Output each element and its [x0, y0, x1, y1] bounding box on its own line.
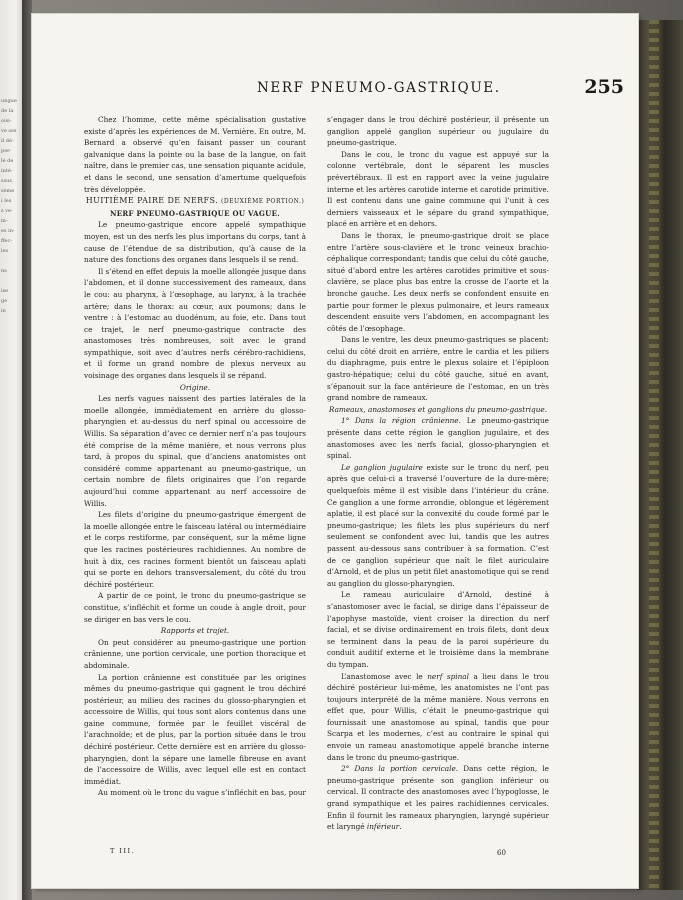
right-column: [327, 114, 549, 833]
facing-page-fragment: lé de: [1, 158, 14, 164]
book-gutter: [22, 0, 32, 900]
facing-page-fragment: per-: [1, 148, 12, 154]
paragraph: La portion crânienne est constituée par les origines mêmes du pneumo-gastrique qui gagnent le trou déchiré postérieur, au milieu des racines du glosso-pharyngien et accessoire de Willis, qui tous sont alors contenus dans une gaine commune, formée par le feuillet viscéral de l’arachnoïde; et de plus, par la portion située dans le trou déchiré postérieur. Cette dernière est en arrière du glosso-pharyngien, dont la sépare une lamelle fibreuse en avant de l’accessoire de Willis, avec lequel elle est en contact immédiat.: [84, 672, 306, 786]
paragraph: Au moment où le tronc du vague s’infléchit en bas, pour: [98, 788, 306, 798]
facing-page-fragment: ve ses: [1, 128, 17, 134]
facing-page-fragment: in: [1, 308, 6, 314]
facing-page-fragment: [1, 256, 17, 266]
paragraph: Il s’étend en effet depuis la moelle allongée jusque dans l’abdomen, et il donne successivement des rameaux, dans le cou: au pharynx, à l’œsophage, au larynx, à la trachée artère; dans le thorax: au cœur, aux poumons; dans le ventre : à l’estomac au duodénum, au foie, etc. Dans tout ce trajet, le nerf pneumo-gastrique contracte des anastomoses très nombreuses, soit avec le grand sympathique, soit avec d’autres nerfs cérébro-rachidiens, et il forme un grand nombre de plexus nerveux au voisinage des organes dans lesquels il se répand.: [84, 266, 306, 381]
facing-page-fragment: ssus: [1, 178, 12, 184]
left-column: [84, 114, 306, 799]
facing-page-fragment: m-: [1, 218, 8, 224]
paragraph-lead: 1° Dans la région crânienne.: [341, 416, 461, 426]
page-header: [92, 76, 624, 106]
facing-page-fragment: ge: [1, 298, 8, 304]
paragraph: Les nerfs vagues naissent des parties latérales de la moelle allongée, immédiatement en arrière du glosso-pharyngien et au-dessus du nerf spinal ou accessoire de Willis. Sa séparation d’avec ce dernier nerf n’a pas toujours été comprise de la même manière, et nous verrons plus tard, à propos du spinal, que d’anciens anatomistes ont considéré comme appartenant au pneumo-gastrique, un certain nombre de filets originaires que l’on regarde aujourd’hui comme appartenant au nerf accessoire de Willis.: [84, 394, 306, 508]
paragraph-emphasis: nerf spinal: [427, 671, 469, 681]
facing-page-fragment: de la: [1, 108, 14, 114]
page-number: 255: [584, 76, 624, 98]
subsection-heading-branches: Rameaux, anastomoses et ganglions du pneumo-gastrique.: [328, 404, 548, 414]
paragraph: [327, 671, 549, 764]
paragraph: A partir de ce point, le tronc du pneumo-gastrique se constitue, s’infléchit et forme un coude à angle droit, pour se diriger en bas vers le cou.: [84, 591, 306, 624]
paragraph: Dans le thorax, le pneumo-gastrique droit se place entre l’artère sous-clavière et le tronc veineux brachio-céphalique correspondant; tandis que celui du côté gauche, situé d’abord entre les artères carotides primitive et sous-clavière, se place plus bas entre la crosse de l’aorte et la bronche gauche. Les deux nerfs se confondent ensuite en partie pour former le plexus pulmonaire, et leurs rameaux descendent ensuite vers l’abdomen, en accompagnant les côtés de l’œsophage.: [327, 230, 549, 333]
paragraph-emphasis: inférieur: [366, 822, 400, 832]
facing-page-fragment: inté-: [1, 168, 13, 174]
book-spine-edge: [637, 20, 683, 890]
facing-page-fragment: es in-: [1, 228, 15, 234]
subsection-heading-relations: Rapports et trajet.: [160, 626, 230, 636]
paragraph-lead: 2° Dans la portion cervicale.: [341, 764, 459, 774]
paragraph: [327, 415, 549, 461]
facing-page-fragment: s ve-: [1, 208, 13, 214]
facing-page-fragment: les: [1, 248, 9, 254]
paragraph-body: Dans cette région, le pneumo-gastrique présente son ganglion inférieur ou cervical. Il contracte des anastomoses avec l’hypoglosse, le grand sympathique et les paires rachidiennes cervicales. Enfin il fournit les rameaux pharyngien, laryngé supérieur et laryngé: [327, 764, 549, 832]
running-title: NERF PNEUMO-GASTRIQUE.: [257, 80, 501, 96]
section-title-main: HUITIÈME PAIRE DE NERFS.: [85, 196, 219, 206]
subsection-heading-origin: Origine.: [179, 382, 211, 392]
facing-page-fragment: ise: [1, 288, 9, 294]
paragraph: Dans le ventre, les deux pneumo-gastriques se placent: celui du côté droit en arrière, entre le cardia et les piliers du diaphragme, puis entre le plexus solaire et l’épiploon gastro-hépatique; celui du côté gauche, situé en avant, s’épanouit sur la face antérieure de l’estomac, en un très grand nombre de rameaux.: [327, 335, 549, 403]
paragraph: Le pneumo-gastrique encore appelé sympathique moyen, est un des nerfs les plus importans du corps, tant à cause de l’étendue de sa distribution, qu’à cause de la nature des fonctions des organes dans lesquels il se rend.: [84, 220, 306, 265]
paragraph: s’engager dans le trou déchiré postérieur, il présente un ganglion appelé ganglion supérieur ou jugulaire du pneumo-gastrique.: [327, 115, 549, 148]
volume-marker: T III.: [110, 847, 136, 855]
facing-page-fragment: sème: [1, 188, 15, 194]
facing-page-text-fragments: [1, 96, 17, 316]
paragraph: [327, 462, 549, 590]
facing-page-fragment: [1, 276, 17, 286]
facing-page-fragment: ffec-: [1, 238, 13, 244]
paragraph: [327, 763, 549, 833]
facing-page-fragment: il dé-: [1, 138, 14, 144]
paragraph-body: existe sur le tronc du nerf, peu après que celui-ci a traversé l’ouverture de la dure-mère; quelquefois même il est visible dans l’intérieur du crâne. Ce ganglion a une forme arrondie, oblongue et légèrement aplatie, il est placé sur la convexité du coude formé par le pneumo-gastrique; les filets les plus supérieurs du nerf seulement se confondent avec lui, tandis que les autres passent au-dessous sans contribuer à sa formation. C’est de ce ganglion supérieur que naît le filet auriculaire d’Arnold, et de plus un petit filet anastomotique qui se rend au ganglion du glosso-pharyngien.: [327, 462, 549, 588]
facing-page-fragment: oisi-: [1, 118, 12, 124]
paragraph-lead: Le ganglion jugulaire: [341, 462, 423, 472]
paragraph-body: Le pneumo-gastrique présente dans cette région le ganglion jugulaire, et des anastomoses avec les nerfs facial, glosso-pharyngien et spinal.: [327, 416, 549, 461]
facing-page-fragment: i les: [1, 198, 12, 204]
paragraph-body: L’anastomose avec le: [341, 671, 428, 681]
facing-page-fragment: ns: [1, 268, 7, 274]
facing-page-edge: [0, 0, 23, 900]
paragraph-body: .: [399, 822, 402, 832]
paragraph: Chez l’homme, cette même spécialisation gustative existe d’après les expériences de M. Vernière. En outre, M. Bernard a observé qu’en faisant passer un courant galvanique dans la pointe ou la base de la langue, on fait naître, dans le premier cas, une sensation piquante acidule, et dans le second, une sensation d’amertume quelquefois très développée.: [84, 115, 306, 194]
section-subtitle: NERF PNEUMO-GASTRIQUE OU VAGUE.: [110, 208, 280, 218]
section-title: [84, 195, 306, 208]
signature-mark: 60: [497, 849, 506, 857]
paragraph: On peut considérer au pneumo-gastrique une portion crânienne, une portion cervicale, une portion thoracique et abdominale.: [84, 637, 306, 670]
facing-page-fragment: ungue: [1, 98, 17, 104]
paragraph: Les filets d’origine du pneumo-gastrique émergent de la moelle allongée entre le faisceau latéral ou intermédiaire et le corps restiforme, par conséquent, sur la même ligne que les racines postérieures rachidiennes. Au nombre de huit à dix, ces racines forment bientôt un faisceau aplati qui se porte en dehors transversalement, du côté du trou déchiré postérieur.: [84, 510, 306, 589]
paragraph-body: a lieu dans le trou déchiré postérieur lui-même, les anatomistes ne l’ont pas toujours interprété de la même manière. Nous verrons en effet que, pour Willis, c’était le pneumo-gastrique qui fournissait une anastomose au spinal, tandis que pour Scarpa et les modernes, c’est au contraire le spinal qui envoie un rameau anastomotique appelé branche interne dans le tronc du pneumo-gastrique.: [327, 671, 549, 762]
paragraph: Le rameau auriculaire d’Arnold, destiné à s’anastomoser avec le facial, se dirige dans l’épaisseur de l’apophyse mastoïde, vient croiser la direction du nerf facial, et se divise ordinairement en trois filets, dont deux se terminent dans la peau de la paroi supérieure du conduit auditif externe et le troisième dans la membrane du tympan.: [327, 590, 549, 669]
paragraph: Dans le cou, le tronc du vague est appuyé sur la colonne vertébrale, dont le séparent les muscles prévertébraux. Il est en rapport avec la veine jugulaire interne et les artères carotide interne et carotide primitive. Il est contenu dans une gaine commune qui l’unit à ces derniers vaisseaux et le sépare du grand sympathique, placé en arrière et en dehors.: [327, 149, 549, 229]
section-title-note: (DEUXIÈME PORTION.): [220, 198, 305, 206]
